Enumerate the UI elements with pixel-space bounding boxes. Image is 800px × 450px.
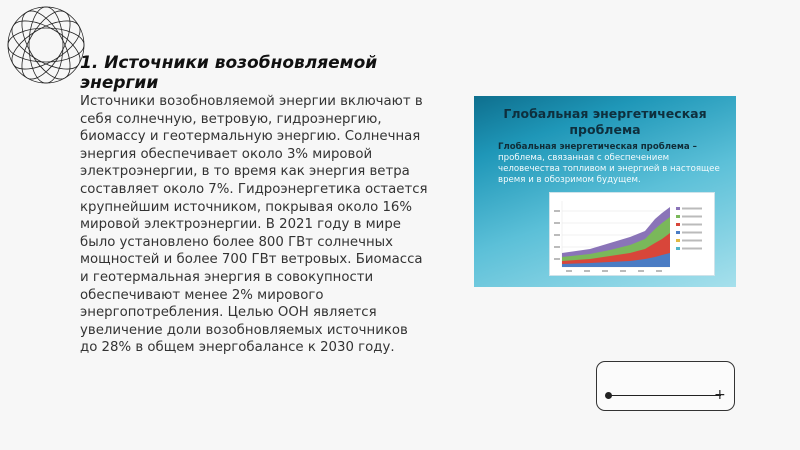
plus-icon[interactable]: +	[714, 387, 726, 403]
body-paragraph: Источники возобновляемой энергии включают в себя солнечную, ветровую, гидроэнергию, биомассу и геотермальную энергию. Солнечная энергия обеспечивает около 3% мировой электроэнергии, в то время как энергия ветра составляет около 7%. Гидроэнергетика остается крупнейшим источником, покрывая около 16% мировой электроэнергии. В 2021 году в мире было установлено более 800 ГВт солнечных мощностей и более 700 ГВт ветровых. Биомасса и геотермальная энергия в совокупности обеспечивают менее 2% мирового энергопотребления. Целью ООН является увеличение доли возобновляемых источников до 28% в общем энергобалансе к 2030 году.	[80, 94, 428, 356]
slide-definition	[498, 142, 730, 186]
slide-definition-lead: Глобальная энергетическая проблема –	[498, 142, 697, 152]
slide-image	[474, 96, 736, 287]
slider-track[interactable]	[607, 395, 721, 396]
section-title: 1. Источники возобновляемой энергии	[80, 53, 378, 93]
slider-widget[interactable]	[596, 361, 735, 411]
slide-title: Глобальная энергетическая проблема	[503, 106, 707, 137]
dot-icon[interactable]	[605, 392, 612, 399]
slide-definition-text: проблема, связанная с обеспечением человечества топливом и энергией в настоящее время и в обозримом будущем.	[498, 153, 720, 185]
embedded-chart-picture	[549, 192, 715, 276]
spirograph-logo-icon	[5, 4, 87, 86]
